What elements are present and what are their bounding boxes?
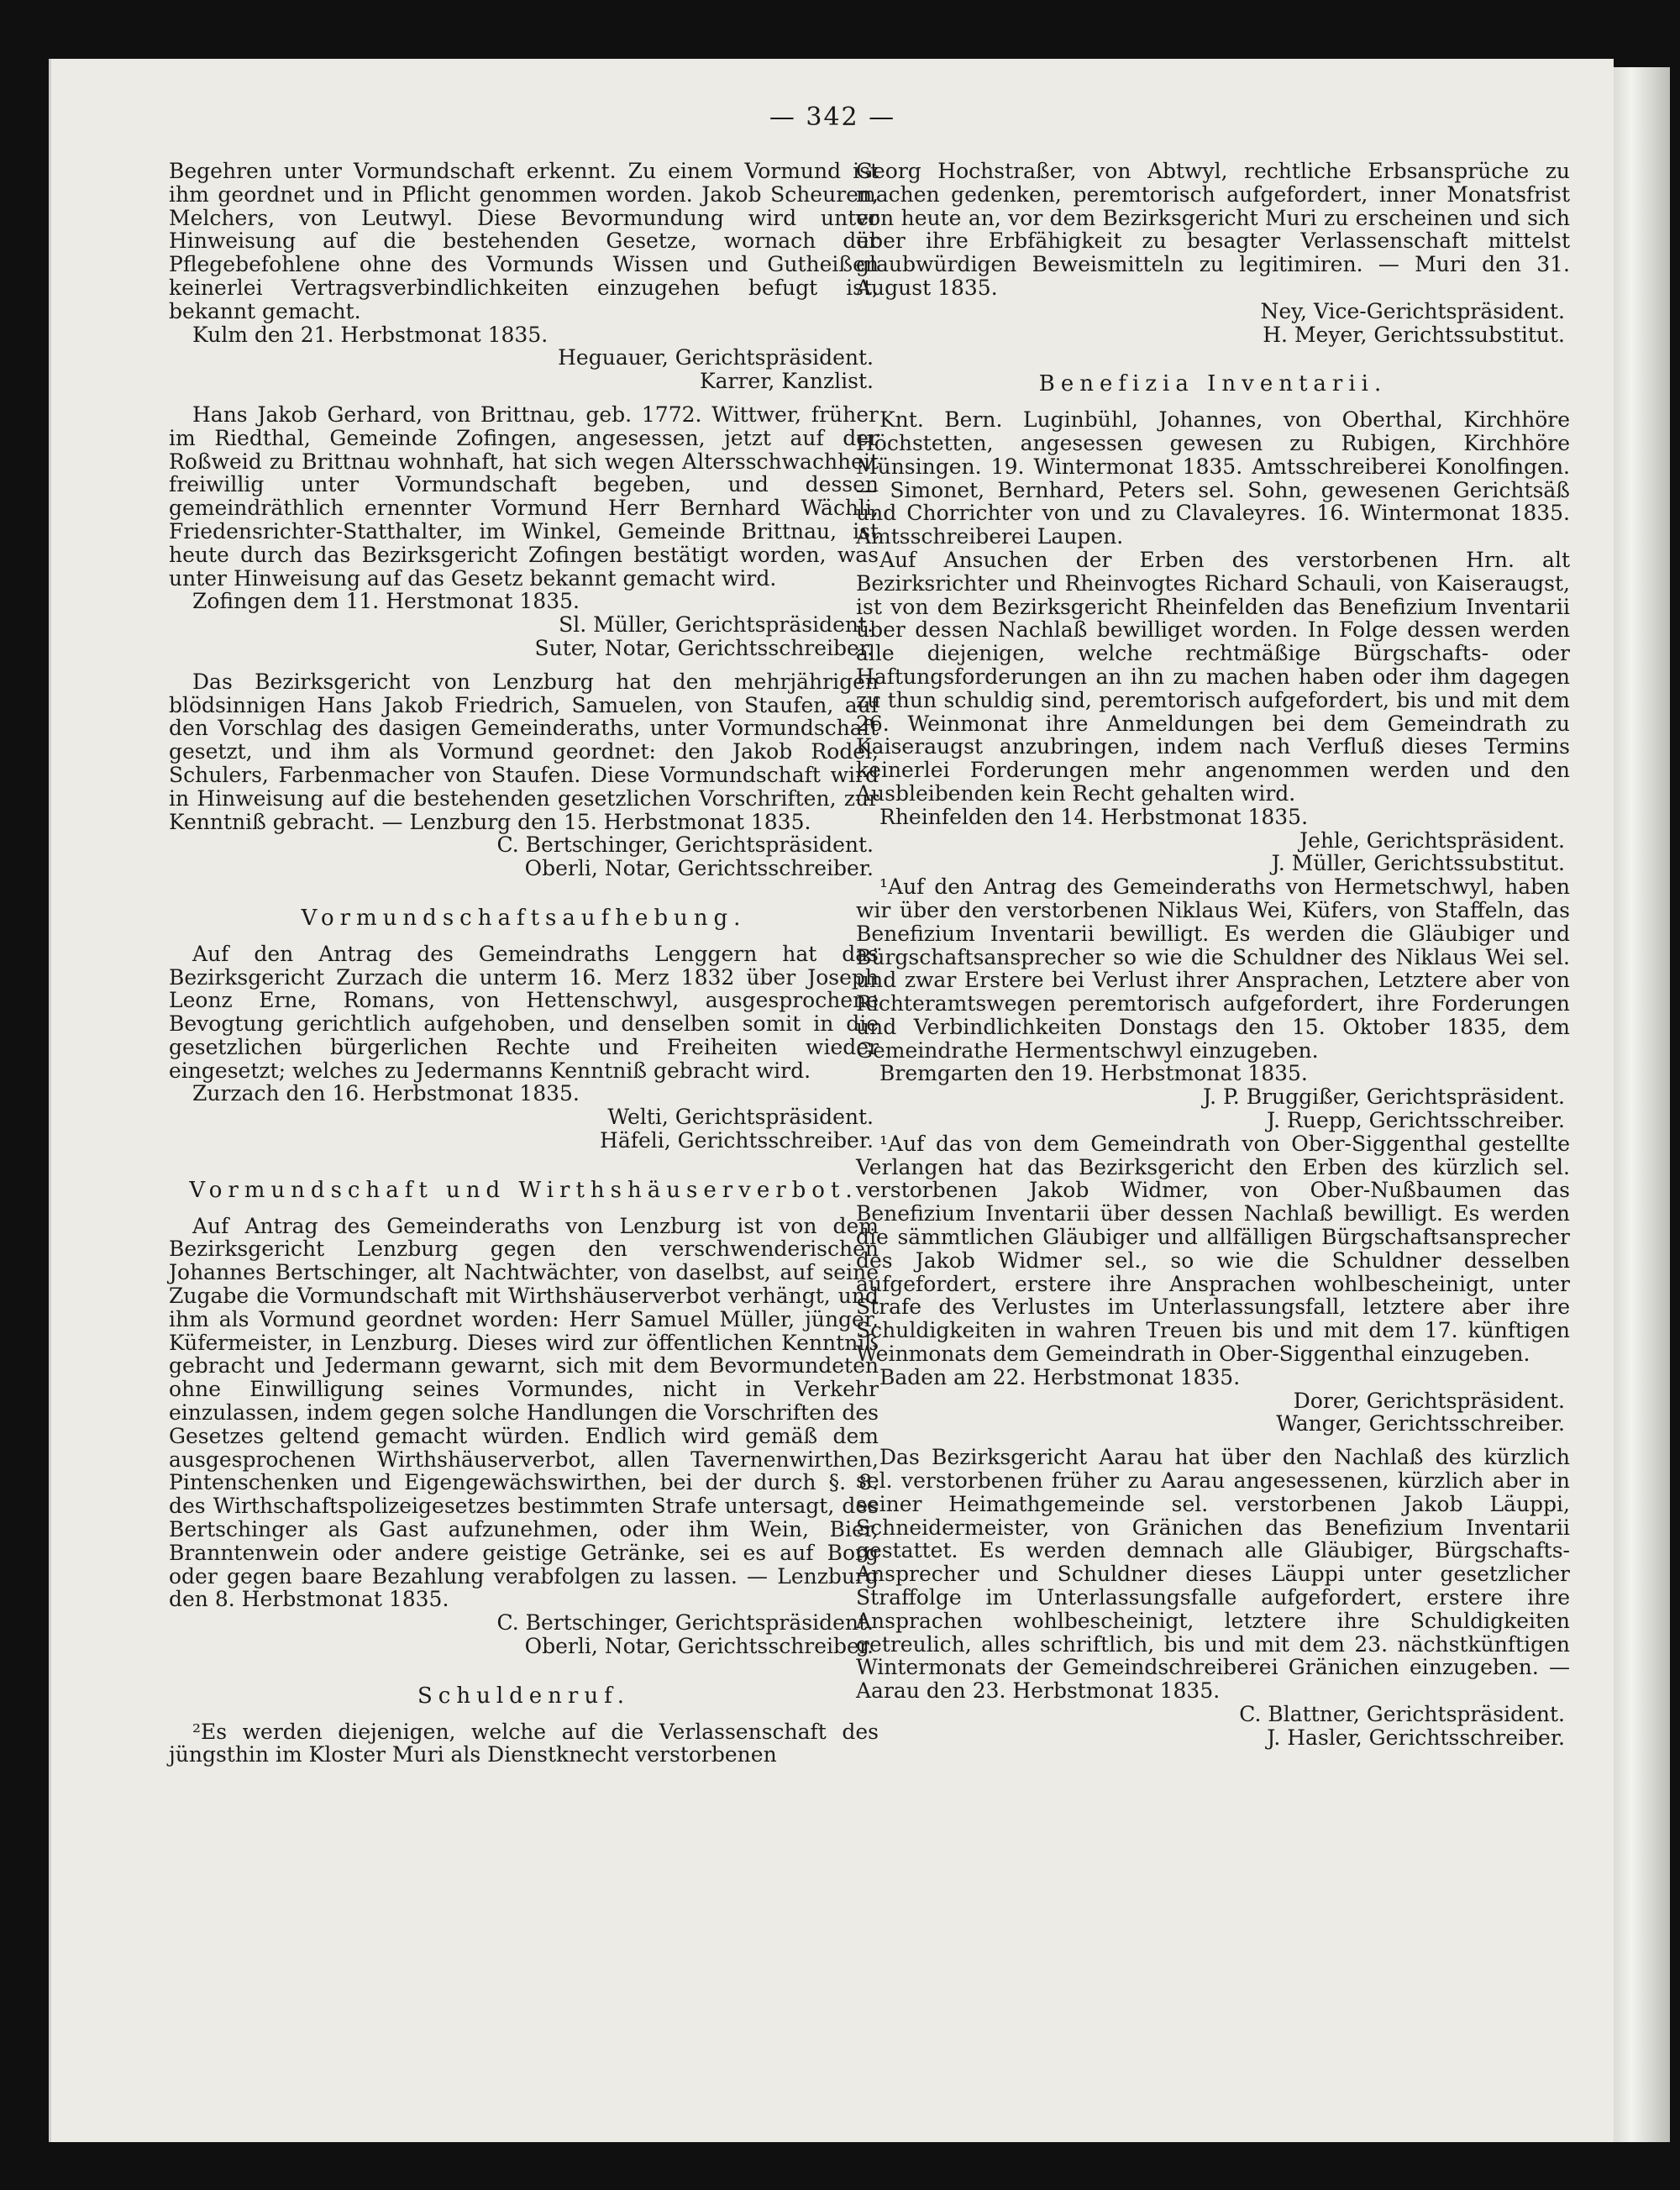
notice-text: Georg Hochstraßer, von Abtwyl, rechtliche Erbsansprüche zu machen gedenken, peremtorisch aufgefordert, inner Monatsfrist von heute an, vor dem Bezirksgericht Muri zu erscheinen und sich über ihre Erbfähigkeit zu besagter Verlassenschaft mittelst glaubwürdigen Beweismitteln zu legitimiren. — Muri den 31. August 1835. [856,159,1570,300]
section-heading: Benefizia Inventarii. [1038,371,1388,397]
notice-signature: C. Bertschinger, Gerichtspräsident. [496,1610,874,1636]
notice-signature: Oberli, Notar, Gerichtsschreiber. [524,1634,874,1659]
notice-date: Kulm den 21. Herbstmonat 1835. [192,322,549,347]
notice-signature: Welti, Gerichtspräsident. [607,1105,874,1130]
notice-signature: C. Bertschinger, Gerichtspräsident. [496,832,874,858]
notice-signature: Dorer, Gerichtspräsident. [1293,1388,1565,1413]
left-column [169,160,879,1767]
notice-date: Baden am 22. Herbstmonat 1835. [879,1364,1241,1389]
section-heading: Schuldenruf. [417,1683,631,1709]
notice-date: Rheinfelden den 14. Herbstmonat 1835. [879,804,1309,829]
notice-date: Zurzach den 16. Herbstmonat 1835. [192,1081,580,1106]
section-heading: Vormundschaftsaufhebung. [301,905,747,931]
notice-text: ²Es werden diejenigen, welche auf die Verlassenschaft des jüngsthin im Kloster Muri als Dienstknecht verstorbenen [169,1719,879,1767]
notice-signature: Heguauer, Gerichtspräsident. [558,345,874,370]
notice-signature: Häfeli, Gerichtsschreiber. [600,1128,874,1153]
notice-text: ¹Auf das von dem Gemeindrath von Ober-Siggenthal gestellte Verlangen hat das Bezirksgericht den Erben des kürzlich sel. verstorbenen Jakob Widmer, von Ober-Nußbaumen das Benefizium Inventarii über dessen Nachlaß bewilligt. Es werden die sämmtlichen Gläubiger und allfälligen Bürgschaftsansprecher des Jakob Widmer sel., so wie die Schuldner desselben aufgefordert, erstere ihre Ansprachen wohlbescheinigt, unter Strafe des Verlustes im Unterlassungsfall, letztere aber ihre Schuldigkeiten in wahren Treuen bis und mit dem 17. künftigen Weinmonats dem Gemeindrath in Ober-Siggenthal einzugeben. [856,1131,1570,1367]
notice-text: Knt. Bern. Luginbühl, Johannes, von Oberthal, Kirchhöre Höchstetten, angesessen gewesen zu Rubigen, Kirchhöre Münsingen. 19. Wintermonat 1835. Amtsschreiberei Konolfingen. — Simonet, Bernhard, Peters sel. Sohn, gewesenen Gerichtsäß und Chorrichter von und zu Clavaleyres. 16. Wintermonat 1835. Amtsschreiberei Laupen. [856,407,1570,549]
section-heading: Vormundschaft und Wirthshäuserverbot. [189,1177,858,1203]
notice-signature: H. Meyer, Gerichtssubstitut. [1263,322,1565,347]
notice-signature: C. Blattner, Gerichtspräsident. [1239,1702,1565,1726]
newspaper-page [49,59,1614,2142]
notice-signature: Suter, Notar, Gerichtsschreiber. [534,635,874,660]
notice-date: Zofingen dem 11. Herstmonat 1835. [192,589,580,614]
notice-text: Das Bezirksgericht Aarau hat über den Nachlaß des kürzlich sel. verstorbenen früher zu Aarau angesessenen, kürzlich aber in seiner Heimathgemeinde sel. verstorbenen Jakob Läuppi, Schneidermeister, von Gränichen das Benefizium Inventarii gestattet. Es werden demnach alle Gläubiger, Bürgschafts-Ansprecher und Schuldner dieses Läuppi unter gesetzlicher Straffolge im Unterlassungsfalle aufgefordert, erstere ihre Ansprachen wohlbescheinigt, letztere ihre Schuldigkeiten getreulich, alles schriftlich, bis und mit dem 23. nächstkünftigen Wintermonats der Gemeindschreiberei Gränichen einzugeben. — Aarau den 23. Herbstmonat 1835. [856,1445,1570,1704]
right-column [856,160,1570,1750]
notice-date: Bremgarten den 19. Herbstmonat 1835. [879,1061,1308,1086]
notice-signature: Sl. Müller, Gerichtspräsident. [559,612,874,638]
notice-text: Auf Antrag des Gemeinderaths von Lenzburg ist von dem Bezirksgericht Lenzburg gegen den verschwenderischen Johannes Bertschinger, alt Nachtwächter, von daselbst, auf seine Zugabe die Vormundschaft mit Wirthshäuserverbot verhängt, und ihm als Vormund geordnet worden: Herr Samuel Müller, jünger, Küfermeister, in Lenzburg. Dieses wird zur öffentlichen Kenntniß gebracht und Jedermann gewarnt, sich mit dem Bevormundeten ohne Einwilligung seines Vormundes, nicht in Verkehr einzulassen, indem gegen solche Handlungen die Vorschriften des Gesetzes geltend gemacht würden. Endlich wird gemäß dem ausgesprochenen Wirthshäuserverbot, allen Tavernenwirthen, Pintenschenken und Eigengewächswirthen, bei der durch §. 8. des Wirthschaftspolizeigesetzes bestimmten Strafe untersagt, des Bertschinger als Gast aufzunehmen, oder ihm Wein, Bier, Branntenwein oder andere geistige Getränke, sei es auf Borg oder gegen baare Bezahlung verabfolgen zu lassen. — Lenzburg den 8. Herbstmonat 1835. [169,1213,879,1612]
notice-signature: Jehle, Gerichtspräsident. [1299,827,1565,853]
notice-signature: J. P. Bruggißer, Gerichtspräsident. [1203,1084,1565,1110]
notice-signature: Wanger, Gerichtsschreiber. [1276,1411,1565,1436]
notice-signature: J. Hasler, Gerichtsschreiber. [1267,1725,1565,1750]
notice-signature: Ney, Vice-Gerichtspräsident. [1260,298,1565,323]
page-edge [1611,67,1670,2142]
notice-text: Das Bezirksgericht von Lenzburg hat den mehrjährigen blödsinnigen Hans Jakob Friedrich, Samuelen, von Staufen, auf den Vorschlag des dasigen Gemeinderaths, unter Vormundschaft gesetzt, und ihm als Vormund geordnet: den Jakob Rodel, Schulers, Farbenmacher von Staufen. Diese Vormundschaft wird in Hinweisung auf die bestehenden gesetzlichen Vorschriften, zur Kenntniß gebracht. — Lenzburg den 15. Herbstmonat 1835. [169,669,879,834]
notice-signature: J. Ruepp, Gerichtsschreiber. [1267,1108,1565,1133]
notice-text: Auf den Antrag des Gemeindraths Lenggern hat das Bezirksgericht Zurzach die unterm 16. Merz 1832 über Joseph Leonz Erne, Romans, von Hettenschwyl, ausgesprochene Bevogtung gerichtlich aufgehoben, und denselben somit in die gesetzlichen bürgerlichen Rechte und Freiheiten wieder eingesetzt; welches zu Jedermanns Kenntniß gebracht wird. [169,941,879,1083]
notice-text: Hans Jakob Gerhard, von Brittnau, geb. 1772. Wittwer, früher im Riedthal, Gemeinde Zofingen, angesessen, jetzt auf der Roßweid zu Brittnau wohnhaft, hat sich wegen Altersschwachheit freiwillig unter Vormundschaft begeben, und dessen gemeindräthlich ernennter Vormund Herr Bernhard Wächli, Friedensrichter-Statthalter, im Winkel, Gemeinde Brittnau, ist heute durch das Bezirksgericht Zofingen bestätigt worden, was unter Hinweisung auf das Gesetz bekannt gemacht wird. [169,402,879,591]
page-number: — 342 — [769,102,896,132]
notice-text: Begehren unter Vormundschaft erkennt. Zu einem Vormund ist ihm geordnet und in Pflicht genommen worden. Jakob Scheuren, Melchers, von Leutwyl. Diese Bevormundung wird unter Hinweisung auf die bestehenden Gesetze, wornach der Pflegebefohlene ohne des Vormunds Wissen und Gutheißen keinerlei Vertragsverbindlichkeiten einzugehen befugt ist, bekannt gemacht. [169,159,879,323]
notice-signature: Oberli, Notar, Gerichtsschreiber. [524,856,874,881]
notice-text: ¹Auf den Antrag des Gemeinderaths von Hermetschwyl, haben wir über den verstorbenen Niklaus Wei, Küfers, von Staffeln, das Benefizium Inventarii bewilligt. Es werden die Gläubiger und Bürgschaftsansprecher so wie die Schuldner des Niklaus Wei sel. und zwar Erstere bei Verlust ihrer Ansprachen, Letztere aber von Richteramtswegen peremtorisch aufgefordert, ihre Forderungen und Verbindlichkeiten Donstags den 15. Oktober 1835, dem Gemeindrathe Hermentschwyl einzugeben. [856,874,1570,1063]
notice-text: Auf Ansuchen der Erben des verstorbenen Hrn. alt Bezirksrichter und Rheinvogtes Richard Schauli, von Kaiseraugst, ist von dem Bezirksgericht Rheinfelden das Benefizium Inventarii über dessen Nachlaß bewilliget worden. In Folge dessen werden alle diejenigen, welche rechtmäßige Bürgschafts- oder Haftungsforderungen an ihn zu machen haben oder ihm dagegen zu thun schuldig sind, peremtorisch aufgefordert, bis und mit dem 26. Weinmonat ihre Anmeldungen bei dem Gemeindrath zu Kaiseraugst anzubringen, indem nach Verfluß dieses Termins keinerlei Forderungen mehr angenommen werden und den Ausbleibenden kein Recht gehalten wird. [856,547,1570,806]
notice-signature: Karrer, Kanzlist. [699,369,874,394]
notice-signature: J. Müller, Gerichtssubstitut. [1271,851,1565,876]
